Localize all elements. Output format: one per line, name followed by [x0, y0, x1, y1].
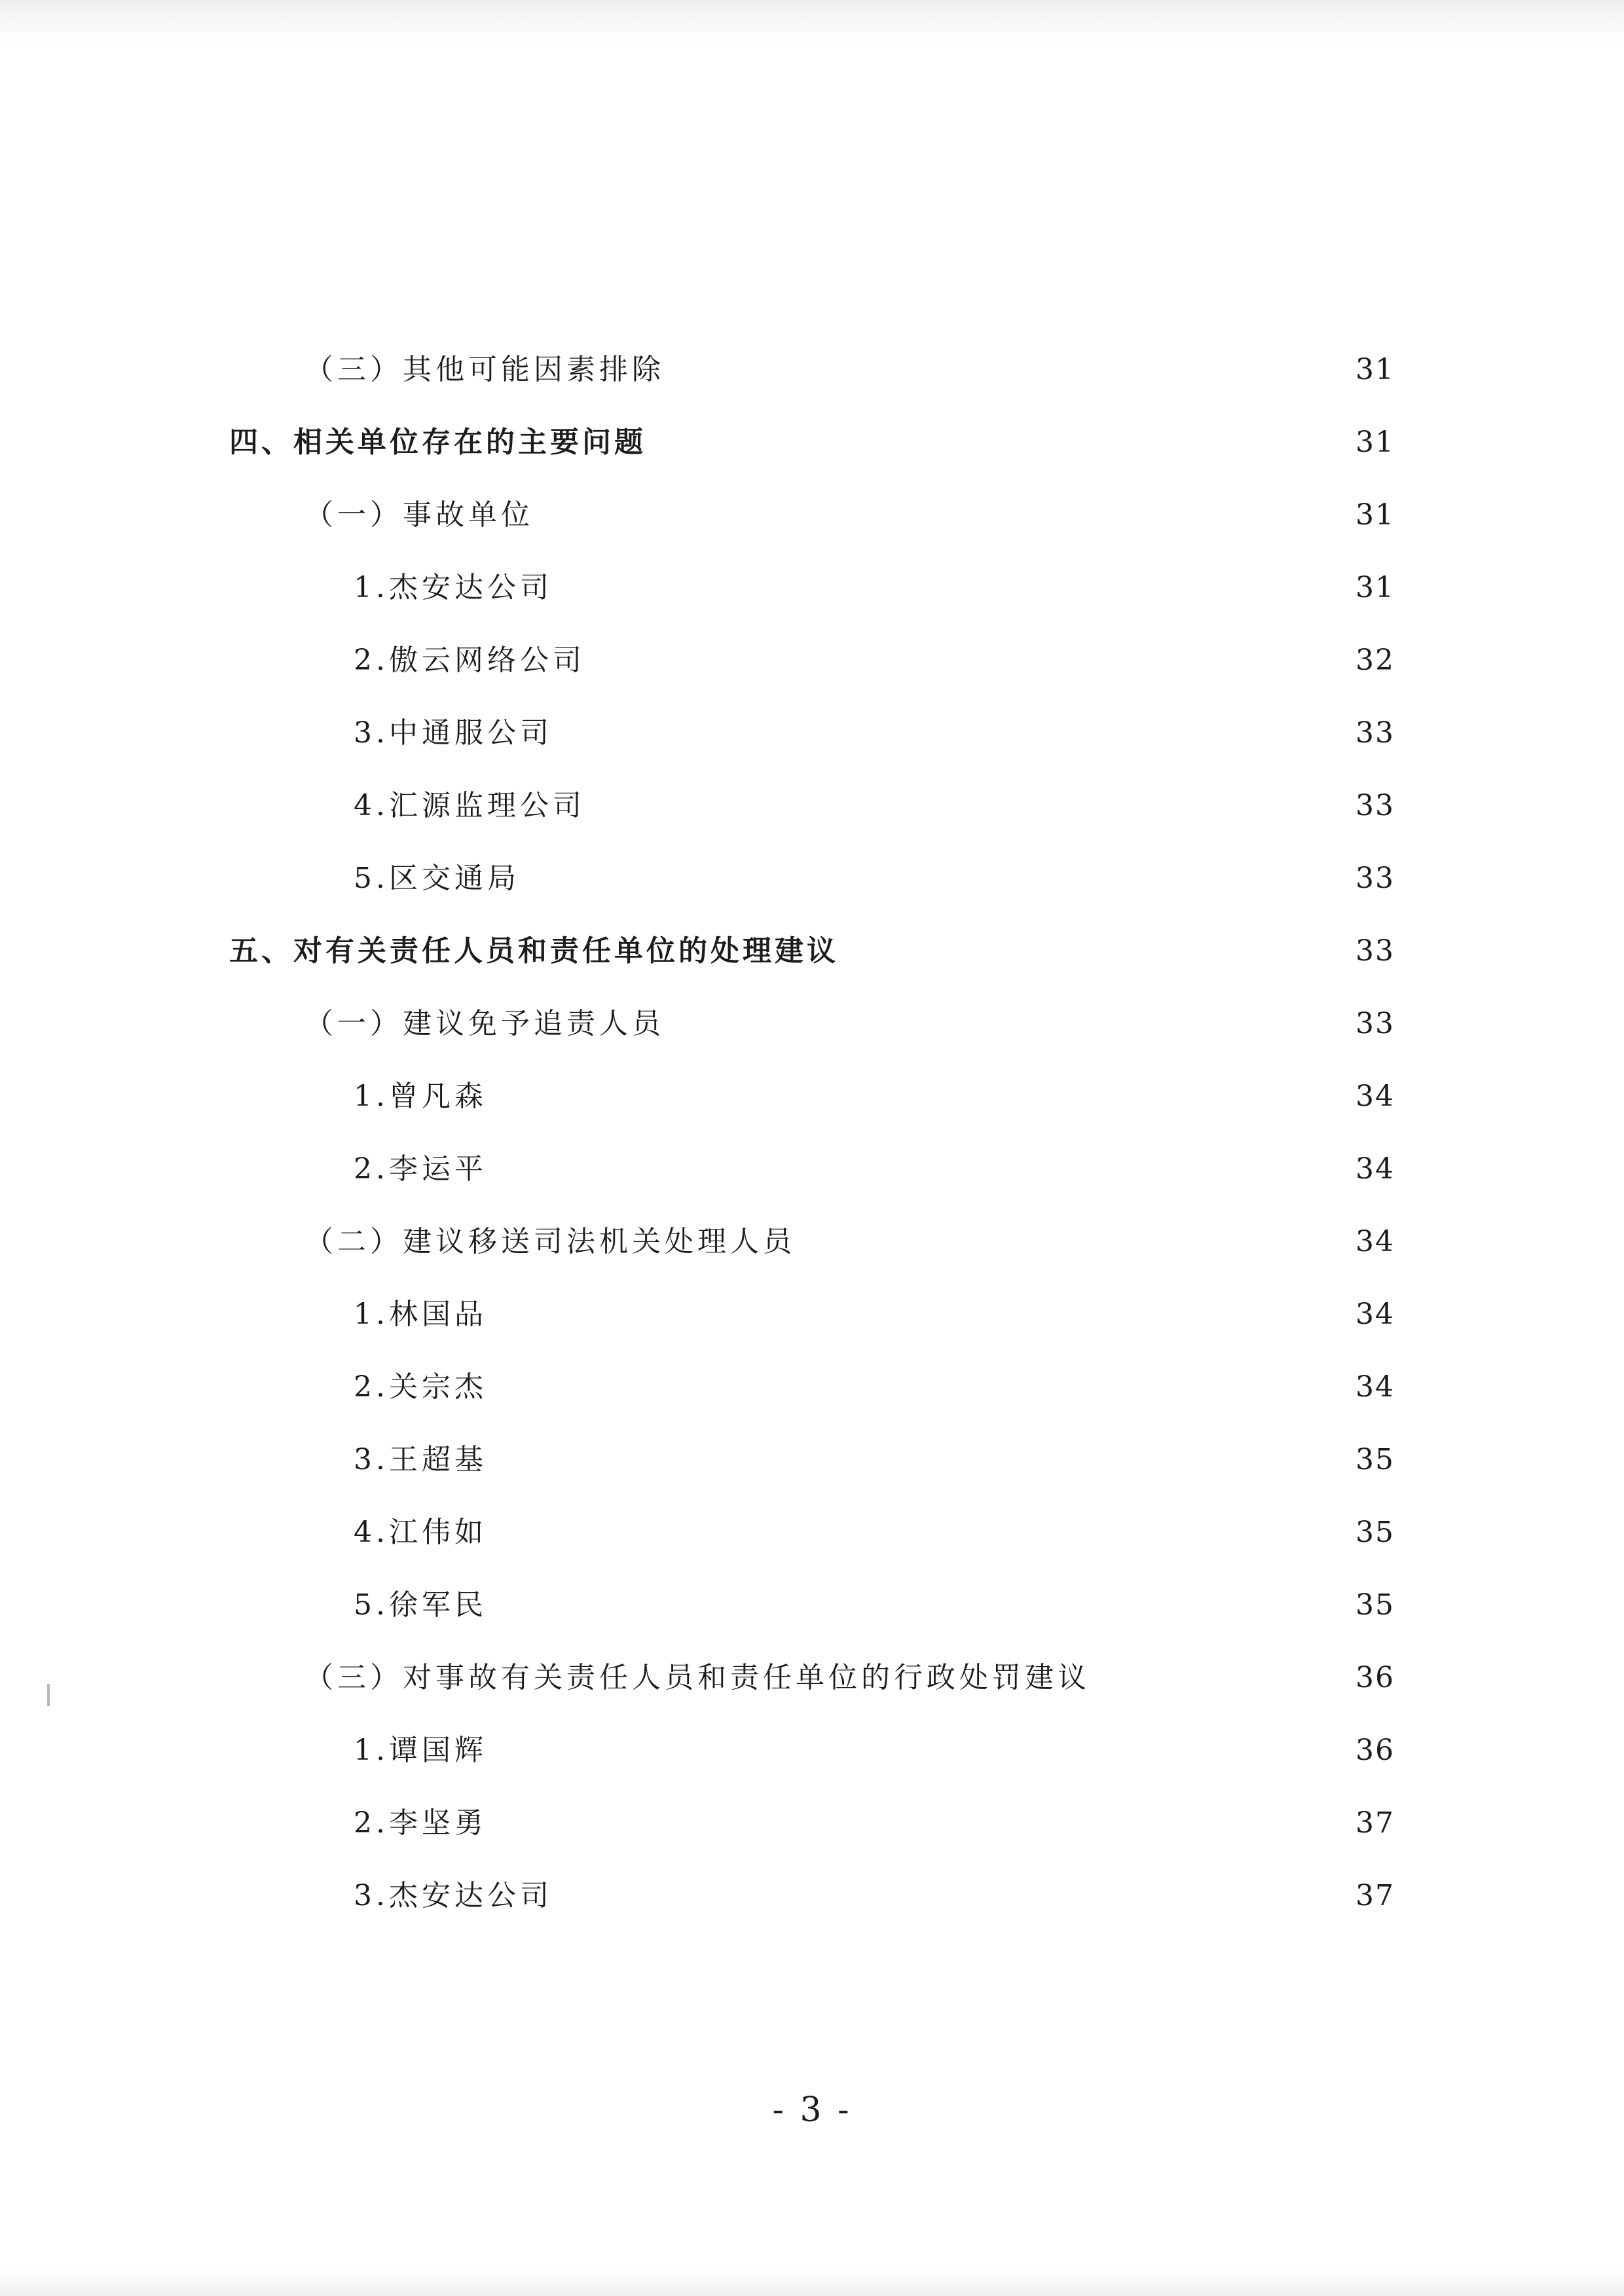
toc-entry-page: 36 — [1356, 1734, 1395, 1767]
toc-entry-label: 5.徐军民 — [354, 1588, 487, 1622]
toc-entry-page: 35 — [1356, 1516, 1395, 1549]
toc-entry-page: 35 — [1356, 1443, 1395, 1476]
toc-entry-label: （一）事故单位 — [304, 498, 534, 532]
toc-entry-page: 36 — [1356, 1661, 1395, 1694]
toc-entry — [0, 1074, 1624, 1120]
toc-entry — [0, 1437, 1624, 1483]
toc-entry-label: （三）对事故有关责任人员和责任单位的行政处罚建议 — [304, 1661, 1090, 1694]
toc-entry — [0, 1655, 1624, 1701]
toc-entry — [0, 1728, 1624, 1774]
toc-entry-page: 32 — [1356, 644, 1395, 677]
toc-entry-label: （二）建议移送司法机关处理人员 — [304, 1225, 796, 1258]
toc-entry-label: 1.林国品 — [354, 1298, 487, 1331]
toc-entry-page: 31 — [1356, 426, 1395, 459]
toc-entry-page: 33 — [1356, 934, 1395, 968]
toc-entry — [0, 1873, 1624, 1919]
toc-entry-label: 3.杰安达公司 — [354, 1879, 553, 1912]
toc-entry-label: 2.李坚勇 — [354, 1806, 487, 1840]
toc-entry — [0, 347, 1624, 393]
page-number: - 3 - — [772, 2090, 852, 2130]
toc-entry — [0, 1219, 1624, 1265]
toc-entry-label: （三）其他可能因素排除 — [304, 353, 665, 386]
toc-entry — [0, 1800, 1624, 1846]
toc-entry-label: 2.关宗杰 — [354, 1370, 487, 1404]
toc-entry-page: 34 — [1356, 1298, 1395, 1331]
toc-entry — [0, 928, 1624, 974]
toc-entry-label: 1.谭国辉 — [354, 1734, 487, 1767]
toc-entry-page: 34 — [1356, 1080, 1395, 1113]
toc-entry-page: 34 — [1356, 1370, 1395, 1404]
toc-entry — [0, 565, 1624, 611]
toc-entry-label: 五、对有关责任人员和责任单位的处理建议 — [229, 934, 839, 968]
toc-entry-page: 37 — [1356, 1806, 1395, 1840]
toc-entry-label: 2.傲云网络公司 — [354, 644, 585, 677]
toc-entry-label: 2.李运平 — [354, 1152, 487, 1186]
toc-entry — [0, 1001, 1624, 1047]
toc-entry-page: 31 — [1356, 571, 1395, 604]
toc-entry-label: 3.王超基 — [354, 1443, 487, 1476]
toc-entry — [0, 420, 1624, 465]
toc-entry — [0, 638, 1624, 683]
toc-entry-page: 31 — [1356, 353, 1395, 386]
toc-entry — [0, 1582, 1624, 1628]
toc-entry-label: 四、相关单位存在的主要问题 — [229, 426, 646, 459]
toc-entry-page: 34 — [1356, 1225, 1395, 1258]
toc-entry-page: 33 — [1356, 789, 1395, 822]
toc-entry-label: 4.汇源监理公司 — [354, 789, 585, 822]
toc-entry-page: 33 — [1356, 1007, 1395, 1040]
toc-entry-label: （一）建议免予追责人员 — [304, 1007, 665, 1040]
toc-entry-label: 5.区交通局 — [354, 862, 520, 895]
toc-entry — [0, 492, 1624, 538]
toc-entry — [0, 856, 1624, 902]
toc-entry-label: 1.杰安达公司 — [354, 571, 553, 604]
toc-entry-label: 4.江伟如 — [354, 1516, 487, 1549]
toc-entry-page: 33 — [1356, 716, 1395, 750]
toc-entry-page: 35 — [1356, 1588, 1395, 1622]
toc-entry-page: 31 — [1356, 498, 1395, 532]
toc-entry — [0, 1510, 1624, 1556]
toc-entry — [0, 783, 1624, 829]
toc-entry-page: 37 — [1356, 1879, 1395, 1912]
toc-entry — [0, 1146, 1624, 1192]
toc-entry-label: 3.中通服公司 — [354, 716, 553, 750]
toc-entry-label: 1.曾凡森 — [354, 1080, 487, 1113]
toc-entry — [0, 1292, 1624, 1338]
toc-entry — [0, 1364, 1624, 1410]
toc-entry-page: 34 — [1356, 1152, 1395, 1186]
toc-entry-page: 33 — [1356, 862, 1395, 895]
toc-entry — [0, 710, 1624, 756]
